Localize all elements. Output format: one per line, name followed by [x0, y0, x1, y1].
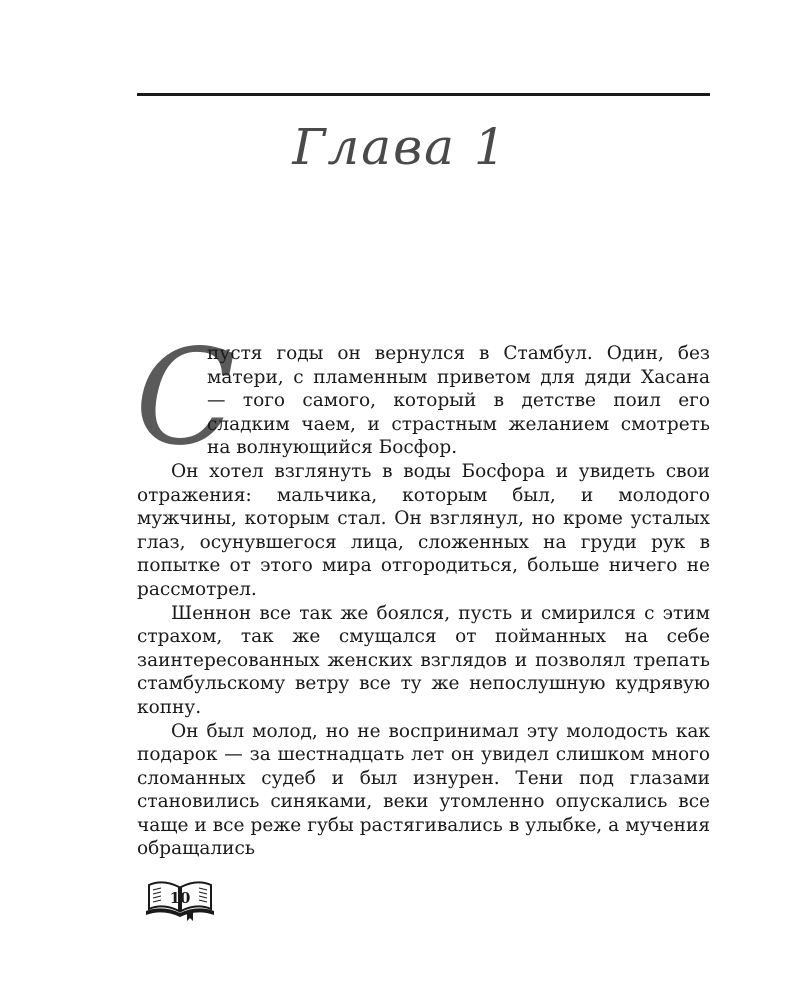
page-number: 10 [169, 889, 191, 907]
paragraph-4: Он был молод, но не воспринимал эту молодость как подарок — за шестнадцать лет он увидел слишком много сломанных судеб и был изнурен. Тени под глазами становились синяками, веки утомленно опускались все чаще и все реже губы растягивались в улыбке, а мучения обращались [137, 720, 710, 860]
drop-cap: С [135, 321, 236, 475]
paragraph-2: Он хотел взглянуть в воды Босфора и увидеть свои отражения: мальчика, которым был, и молодого мужчины, которым стал. Он взглянул, но кроме усталых глаз, осунувшегося лица, сложенных на груди рук в попытке от этого мира отгородиться, больше ничего не рассмотрел. [137, 460, 710, 600]
paragraph-1: пустя годы он вернулся в Стамбул. Один, без матери, с пламенным приветом для дяди Хасана — того самого, который в детстве поил его сладким чаем, и страстным желанием смотреть на волнующийся Босфор. [207, 343, 710, 459]
chapter-body [135, 321, 710, 861]
chapter-top-rule [137, 93, 710, 96]
paragraph-3: Шеннон все так же боялся, пусть и смирился с этим страхом, так же смущался от пойманных на себе заинтересованных женских взглядов и позволял трепать стамбульскому ветру все ту же непослушную кудрявую копну. [137, 602, 710, 718]
chapter-title: Глава 1 [292, 118, 508, 176]
